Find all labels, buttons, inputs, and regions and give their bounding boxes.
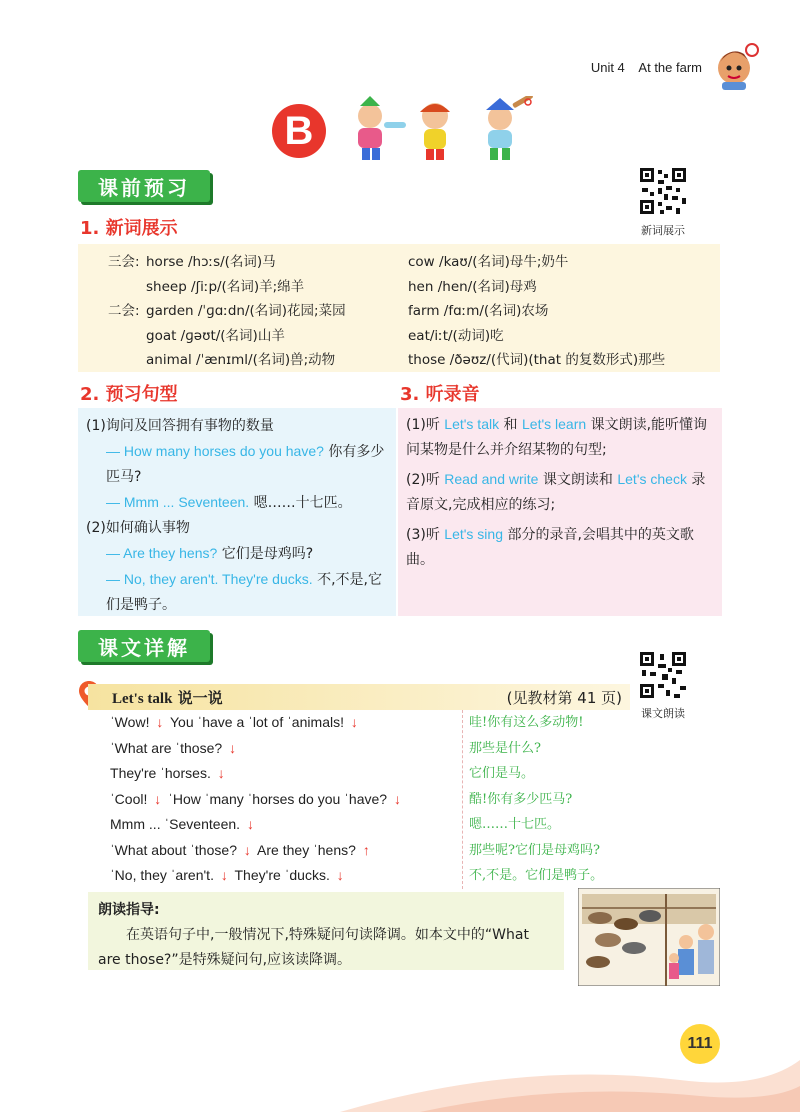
dialogue-line: They're ˈhorses. ↓ [110,765,225,781]
translation-line: 它们是马。 [469,766,535,781]
lets-talk-bar [88,684,630,710]
vocab-left-column [108,250,346,373]
farm-illustration [578,888,720,986]
vocab-item: hen /hen/(名词)母鸡 [408,278,537,295]
dialogue-line: ˈWhat are ˈthose? ↓ [110,739,237,756]
vocab-item: eat/iːt/(动词)吃 [408,327,504,344]
listen-item-1: (1)听 Let's talk 和 Let's learn 课文朗读,能听懂询问某物是什么并介绍某物的句型; [406,416,708,458]
pattern-2-question: — Are they hens? 它们是母鸡吗? [106,545,314,562]
section-preview-pill: 课前预习 [78,170,210,202]
falling-intonation-icon: ↓ [243,841,251,858]
pattern-2-title: (2)如何确认事物 [86,520,190,536]
dialogue-line: ˈNo, they ˈaren't. ↓ They're ˈducks. ↓ [110,867,344,883]
patterns-heading: 2. 预习句型 [80,384,178,405]
dialogue-lines [110,710,404,889]
lets-talk-title: Let's talk 说一说 [112,688,223,707]
dialogue-line: ˈWhat about ˈthose? ↓ Are they ˈhens? ↑ [110,841,370,858]
vocab-item: cow /kaʊ/(名词)母牛;奶牛 [408,254,569,270]
patterns-panel [78,408,396,616]
vocab-item: 三会: horse /hɔːs/(名词)马 [108,254,276,270]
pattern-1-question: — How many horses do you have? 你有多少匹马? [106,443,385,485]
falling-intonation-icon: ↓ [229,739,237,756]
vocab-item: those /ðəʊz/(代词)(that 的复数形式)那些 [408,352,666,368]
pattern-2-answer: — No, they aren't. They're ducks. 不,不是,它们是鸭子。 [106,571,382,613]
unit-label: Unit 4 [590,60,625,75]
textbook-reference: (见教材第 41 页) [506,688,622,707]
qr-code-words-icon[interactable] [638,166,688,216]
page-number: 111 [680,1024,720,1064]
reading-guide-text: 在英语句子中,一般情况下,特殊疑问句读降调。如本文中的“What are those?”是特殊疑问句,应该读降调。 [98,927,529,968]
listen-item-2: (2)听 Read and write 课文朗读和 Let's check 录音原文,完成相应的练习; [406,471,706,513]
vocab-item: sheep /ʃiːp/(名词)羊;绵羊 [146,278,305,295]
translation-line: 那些是什么? [469,740,541,756]
part-b-badge: B [272,104,326,158]
vocab-item: animal /ˈænɪml/(名词)兽;动物 [146,352,336,368]
translation-line: 嗯……十七匹。 [469,817,561,832]
vocab-item: 二会: garden /ˈɡɑːdn/(名词)花园;菜园 [108,303,346,319]
unit-title: At the farm [638,60,702,75]
qr-code-reading-icon[interactable] [638,650,688,700]
decorative-wave [0,1020,800,1112]
falling-intonation-icon: ↓ [350,714,358,730]
kids-illustration [340,96,540,162]
listen-panel [398,408,722,616]
translation-line: 不,不是。它们是鸭子。 [469,868,604,883]
dialogue-line: Mmm ... ˈSeventeen. ↓ [110,816,254,832]
vocab-panel [78,244,720,372]
dialogue-line: ˈCool! ↓ ˈHow ˈmany ˈhorses do you ˈhave? ↓ [110,790,401,807]
vocab-item: farm /fɑːm/(名词)农场 [408,303,549,319]
falling-intonation-icon: ↓ [154,790,162,807]
vocab-heading: 1. 新词展示 [80,218,178,239]
vocab-right-column [408,250,665,373]
dialogue-line: ˈWow! ↓ You ˈhave a ˈlot of ˈanimals! ↓ [110,714,358,730]
pattern-1-answer: — Mmm ... Seventeen. 嗯……十七匹。 [106,494,352,511]
reading-guide-title: 朗读指导: [98,902,160,918]
dialogue-translations [462,710,648,889]
qr-label-words: 新词展示 [641,224,685,237]
falling-intonation-icon: ↓ [156,714,164,730]
falling-intonation-icon: ↓ [217,765,225,781]
falling-intonation-icon: ↓ [246,816,254,832]
falling-intonation-icon: ↓ [393,790,401,807]
translation-line: 那些呢?它们是母鸡吗? [469,842,600,858]
falling-intonation-icon: ↓ [336,867,344,883]
listen-item-3: (3)听 Let's sing 部分的录音,会唱其中的英文歌曲。 [406,526,694,568]
qr-label-reading: 课文朗读 [641,707,685,720]
mascot-illustration [714,42,760,92]
listen-heading: 3. 听录音 [400,384,480,405]
reading-guide-panel [88,892,564,970]
section-detail-pill: 课文详解 [78,630,210,662]
vocab-item: goat /ɡəʊt/(名词)山羊 [146,327,285,344]
falling-intonation-icon: ↓ [220,867,228,883]
running-header [581,60,702,75]
translation-line: 哇!你有这么多动物! [469,715,584,730]
pattern-1-title: (1)询问及回答拥有事物的数量 [86,418,274,434]
translation-line: 酷!你有多少匹马? [469,791,573,807]
rising-intonation-icon: ↑ [362,841,370,858]
